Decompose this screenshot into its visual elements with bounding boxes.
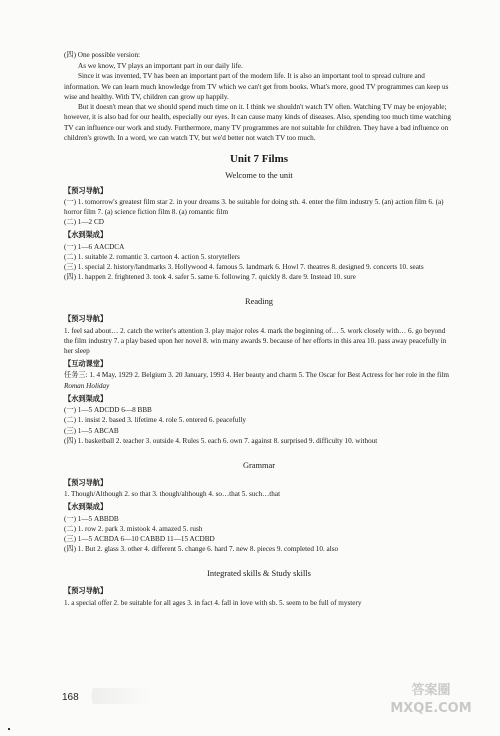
page-number: 168 [62,692,79,703]
grammar-practice-line-2: (二) 1. row 2. park 3. mistook 4. amazed 5. rush [64,524,203,533]
reading-class-text: 任务三: 1. 4 May, 1929 2. Belgium 3. 20 January, 1993 4. Her beauty and charm 5. The Oscar for Best Actress for her role in the film [64,371,449,380]
integrated-preview-header: 【预习导航】 [64,586,108,596]
reading-class-line [64,370,454,390]
grammar-practice-line-4: (四) 1. But 2. glass 3. other 4. different 5. change 6. hard 7. new 8. pieces 9. completed 10. also [64,545,339,554]
essay-heading: (四) One possible version: [64,51,141,59]
reading-subtitle: Reading [245,297,273,307]
welcome-preview-line-2: (二) 1—2 CD [64,218,104,227]
essay-paragraph-3: But it doesn't mean that we should spend much time on it. I think we shouldn't watch TV often. Watching TV may be enjoyable; however, it is also bad for our health, especially our eyes. It can cause many kinds of diseases. Also, spending too much time watching TV can influence our work and study. Furthermore, many TV programmes are not suitable for children. They have a bad influence on children's growth. In a word, we can watch TV, but we'd better not watch TV too much. [64,103,451,142]
grammar-subtitle: Grammar [242,461,276,471]
unit-title: Unit 7 Films [229,152,289,165]
reading-practice-line-1: (一) 1—5 ADCDD 6—8 BBB [64,406,152,415]
grammar-practice-line-3: (三) 1—5 ACBDA 6—10 CABBD 11—15 ACDBD [64,535,215,544]
welcome-practice-line-4: (四) 1. happen 2. frightened 3. took 4. safer 5. same 6. following 7. quickly 8. dare 9. Instead 10. sure [64,273,356,282]
reading-practice-line-2: (二) 1. insist 2. based 3. lifetime 4. role 5. entered 6. peacefully [64,416,247,425]
reading-practice-header: 【水到渠成】 [64,393,108,403]
welcome-practice-line-3: (三) 1. special 2. history/landmarks 3. Hollywood 4. famous 5. landmark 6. Howl 7. theatres 8. designed 9. concerts 10. seats [64,263,424,272]
grammar-practice-header: 【水到渠成】 [64,502,108,512]
reading-class-header: 【互动课堂】 [64,359,108,369]
reading-practice-line-4: (四) 1. basketball 2. teacher 3. outside 4. Rules 5. each 6. own 7. against 8. surprised 9. difficulty 10. without [64,436,378,445]
scan-speck [8,728,10,730]
welcome-preview-line-1: (一) 1. tomorrow's greatest film star 2. in your dreams 3. be suitable for doing sth. 4. enter the film industry 5. (an) action film 6. (a) horror film 7. (a) science fiction film 8. (a) romantic film [64,197,444,216]
welcome-preview-header: 【预习导航】 [64,185,108,195]
essay-paragraph-2: Since it was invented, TV has been an important part of the modern life. It is also an important tool to spread culture and information. We can learn much knowledge from TV which we can't get from books. What's more, good TV programmes can keep us wise and healthy. With TV, children can grow up happily. [64,72,449,101]
grammar-preview-header: 【预习导航】 [64,477,108,487]
grammar-preview-line-1: 1. Though/Although 2. so that 3. though/although 4. so…that 5. such…that [64,490,281,499]
welcome-practice-header: 【水到渠成】 [64,230,108,240]
film-title-italic: Roman Holiday [64,381,110,390]
reading-preview-header: 【预习导航】 [64,314,108,324]
reading-preview-line-1: 1. feel sad about… 2. catch the writer's attention 3. play major roles 4. mark the beginning of… 5. work closely with… 6. go beyond the film industry 7. a play based upon her novel 8. win many awards 9. because of her efforts in this area 10. pass away peacefully in her sleep [64,326,447,356]
essay-paragraph-1: As we know, TV plays an important part in our daily life. [78,62,243,71]
grammar-practice-line-1: (一) 1—5 ABBDB [64,514,119,523]
welcome-subtitle: Welcome to the unit [225,170,293,180]
welcome-practice-line-2: (二) 1. suitable 2. romantic 3. cartoon 4. action 5. storytellers [64,252,240,261]
scan-shadow [92,688,152,704]
welcome-practice-line-1: (一) 1—6 AACDCA [64,242,125,251]
integrated-subtitle: Integrated skills & Study skills [207,569,311,579]
reading-practice-line-3: (三) 1—5 ABCAB [64,426,119,435]
integrated-preview-line-1: 1. a special offer 2. be suitable for all ages 3. in fact 4. fall in love with sb. 5. seem to be full of mystery [64,598,362,607]
site-watermark: 答案圈 MXQE.COM [390,683,472,716]
answer-page [64,50,454,608]
